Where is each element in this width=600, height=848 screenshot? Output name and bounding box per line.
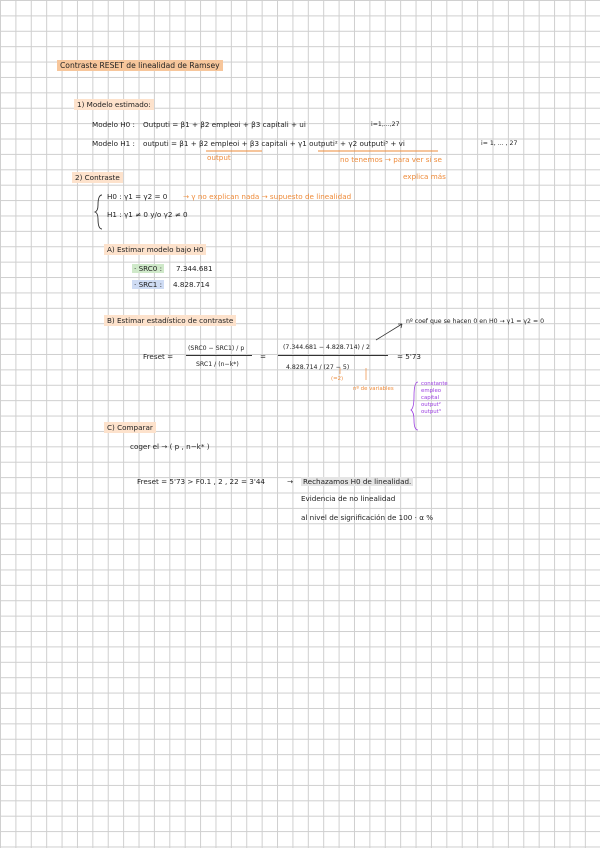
- variable-item: empleo: [421, 388, 442, 394]
- conclusion-significance: al nivel de significación de 100 · α %: [301, 513, 434, 522]
- section-b-heading: B) Estimar estadístico de contraste: [104, 315, 236, 326]
- model-h1-equation: outputi = β1 + β2 empleoi + β3 capitali + γ1 outputi² + γ2 outputi³ + vi: [143, 139, 405, 148]
- hypothesis-h0-note: → γ no explican nada → supuesto de linealidad: [183, 192, 352, 201]
- note-num-variables: nº de variables: [353, 386, 394, 392]
- section-2-heading: 2) Contraste: [72, 172, 123, 183]
- model-h1-range: i= 1, ... , 27: [481, 140, 518, 147]
- section-1-heading: 1) Modelo estimado:: [74, 99, 154, 110]
- src0-value: 7.344.681: [176, 264, 213, 273]
- section-a-heading: A) Estimar modelo bajo H0: [104, 244, 206, 255]
- note-output: output: [207, 153, 231, 162]
- formula-denominator: SRC1 / (n−k*): [196, 361, 239, 368]
- note-no-tenemos: no tenemos → para ver si se: [340, 155, 442, 164]
- variable-item: constante: [421, 381, 448, 387]
- note-p-equals: (=2): [331, 376, 344, 382]
- hypothesis-h0: H0 : γ1 = γ2 = 0: [107, 192, 168, 201]
- variables-list: [421, 381, 448, 416]
- freset-result: = 5'73: [397, 352, 422, 361]
- variable-item: capital: [421, 395, 440, 401]
- src0-label: · SRC0 :: [134, 264, 163, 273]
- section-c-heading: C) Comparar: [104, 422, 156, 433]
- src1-label: · SRC1 :: [134, 280, 163, 289]
- value-denominator: 4.828.714 / (27 − 5): [286, 364, 350, 371]
- variable-item: output²: [421, 402, 441, 408]
- note-num-coef: nº coef que se hacen 0 en H0 → γ1 = γ2 = 0: [406, 318, 545, 325]
- coger-line: coger el → ( p , n−k* ): [130, 442, 210, 451]
- page-title: Contraste RESET de linealidad de Ramsey: [57, 60, 223, 71]
- conclusion-arrow: →: [287, 477, 294, 486]
- note-explica-mas: explica más: [403, 172, 446, 181]
- conclusion-evidence: Evidencia de no linealidad: [301, 494, 396, 503]
- fraction-bar-1: [186, 355, 252, 356]
- src1-value: 4.828.714: [173, 280, 210, 289]
- variable-item: output³: [421, 409, 441, 415]
- model-h0-equation: Outputi = β1 + β2 empleoi + β3 capitali + ui: [143, 120, 306, 129]
- value-numerator: (7.344.681 − 4.828.714) / 2: [283, 344, 370, 351]
- formula-numerator: (SRC0 − SRC1) / p: [188, 345, 245, 352]
- comparison-line: Freset = 5'73 > F0.1 , 2 , 22 = 3'44: [137, 477, 265, 486]
- model-h0-label: Modelo H0 :: [92, 120, 135, 129]
- model-h0-range: i=1,...,27: [371, 121, 400, 128]
- hypothesis-h1: H1 : γ1 ≠ 0 y/o γ2 ≠ 0: [107, 210, 188, 219]
- fraction-bar-2: [278, 355, 388, 356]
- model-h1-label: Modelo H1 :: [92, 139, 135, 148]
- equals-sign: =: [260, 352, 267, 361]
- freset-label: Freset =: [143, 352, 174, 361]
- conclusion-reject: Rechazamos H0 de linealidad.: [303, 477, 412, 486]
